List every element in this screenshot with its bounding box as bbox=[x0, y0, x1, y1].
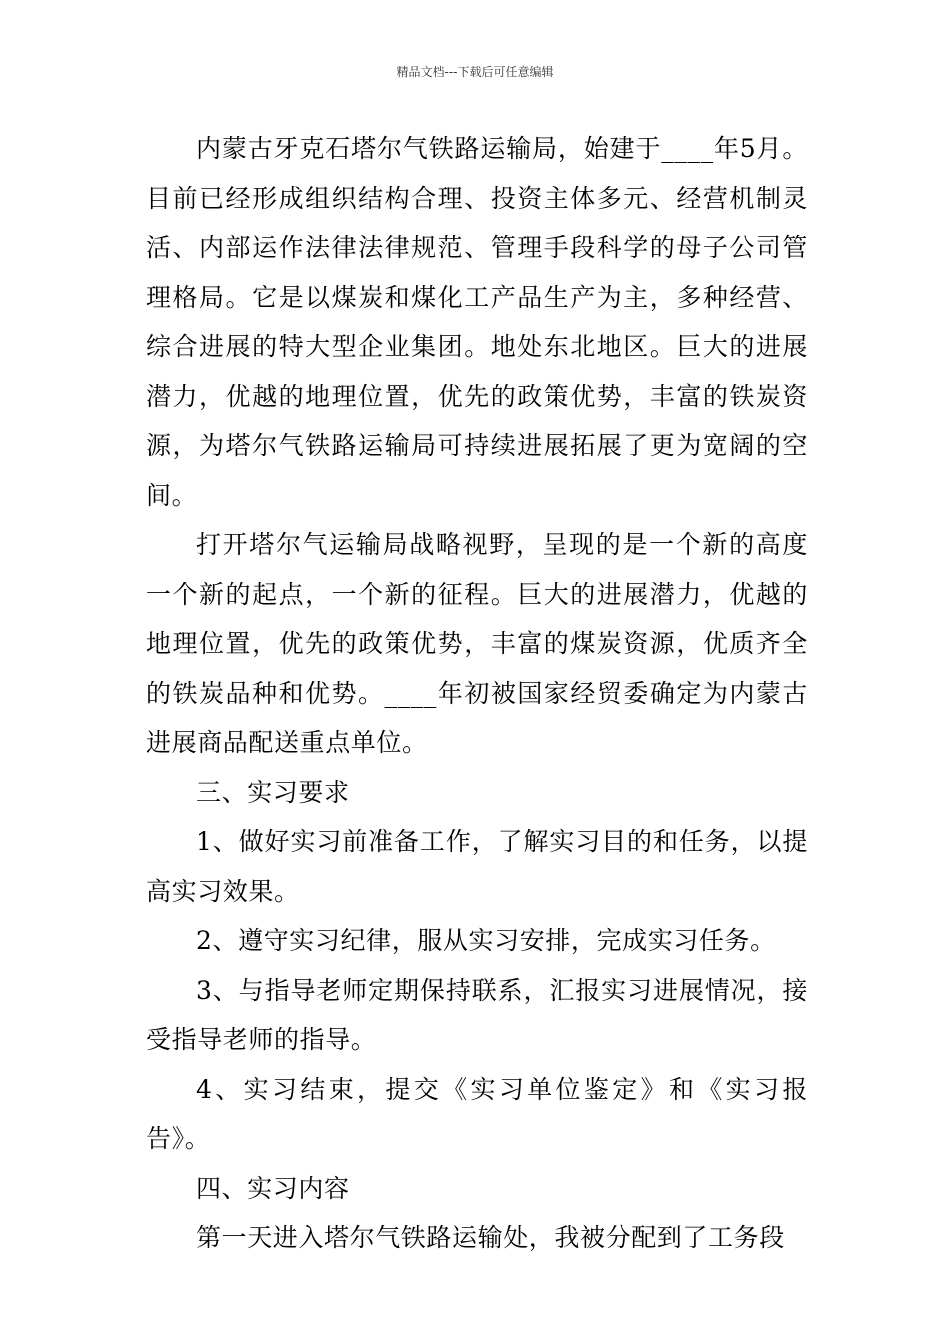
paragraph-strategy: 打开塔尔气运输局战略视野，呈现的是一个新的高度一个新的起点，一个新的征程。巨大的进展潜力，优越的地理位置，优先的政策优势，丰富的煤炭资源，优质齐全的铁炭品种和优势。____年初被国家经贸委确定为内蒙古进展商品配送重点单位。 bbox=[146, 530, 808, 757]
paragraph-intro: 内蒙古牙克石塔尔气铁路运输局，始建于____年5月。目前已经形成组织结构合理、投资主体多元、经营机制灵活、内部运作法律法律规范、管理手段科学的母子公司管理格局。它是以煤炭和煤化工产品生产为主，多种经营、综合进展的特大型企业集团。地处东北地区。巨大的进展潜力，优越的地理位置，优先的政策优势，丰富的铁炭资源，为塔尔气铁路运输局可持续进展拓展了更为宽阔的空间。 bbox=[146, 134, 808, 510]
list-item-requirement-3: 3、与指导老师定期保持联系，汇报实习进展情况，接受指导老师的指导。 bbox=[146, 975, 808, 1054]
section-heading-content: 四、实习内容 bbox=[196, 1173, 350, 1203]
paragraph-first-day: 第一天进入塔尔气铁路运输处，我被分配到了工务段 bbox=[196, 1223, 785, 1252]
document-body bbox=[146, 124, 808, 1263]
page-header: 精品文档---下载后可任意编辑 bbox=[396, 65, 554, 79]
list-item-requirement-2: 2、遵守实习纪律，服从实习安排，完成实习任务。 bbox=[196, 926, 776, 955]
section-heading-requirements: 三、实习要求 bbox=[196, 777, 350, 807]
list-item-requirement-4: 4、实习结束，提交《实习单位鉴定》和《实习报告》。 bbox=[146, 1074, 808, 1153]
list-item-requirement-1: 1、做好实习前准备工作，了解实习目的和任务，以提高实习效果。 bbox=[146, 827, 808, 906]
